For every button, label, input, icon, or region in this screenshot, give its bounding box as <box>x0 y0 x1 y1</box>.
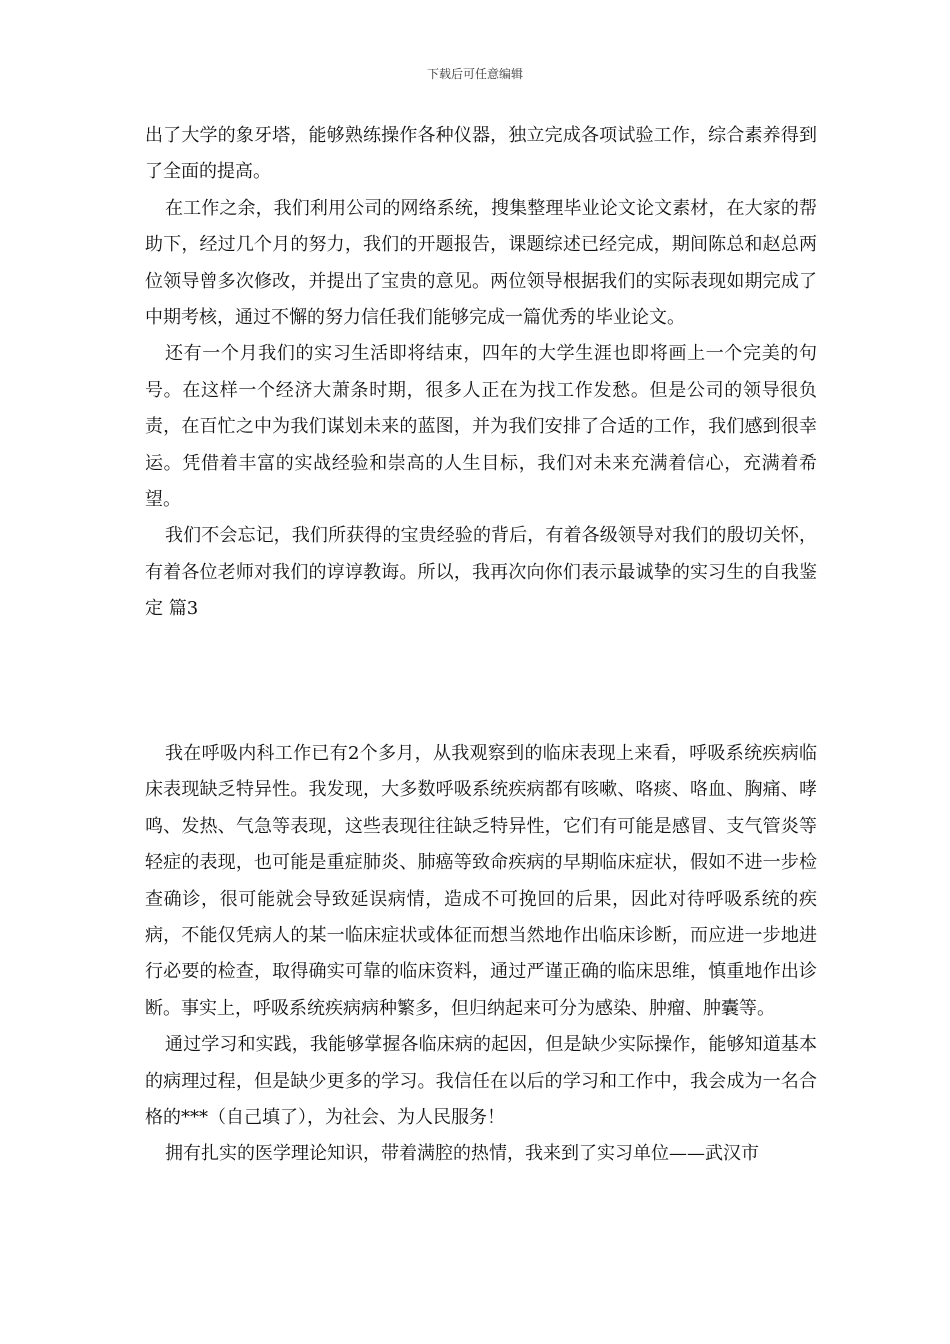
paragraph-respiratory-dept: 我在呼吸内科工作已有2个多月，从我观察到的临床表现上来看，呼吸系统疾病临床表现缺乏特异性。我发现，大多数呼吸系统疾病都有咳嗽、咯痰、咯血、胸痛、哮鸣、发热、气急等表现，这些表现往往缺乏特异性，它们有可能是感冒、支气管炎等轻症的表现，也可能是重症肺炎、肺癌等致命疾病的早期临床症状，假如不进一步检查确诊，很可能就会导致延误病情，造成不可挽回的后果，因此对待呼吸系统的疾病，不能仅凭病人的某一临床症状或体征而想当然地作出临床诊断，而应进一步地进行必要的检查，取得确实可靠的临床资料，通过严谨正确的临床思维，慎重地作出诊断。事实上，呼吸系统疾病病种繁多，但归纳起来可分为感染、肿瘤、肿囊等。 <box>145 743 817 1019</box>
text-block-continued <box>145 118 817 628</box>
paragraph-thesis-work: 在工作之余，我们利用公司的网络系统，搜集整理毕业论文论文素材，在大家的帮助下，经过几个月的努力，我们的开题报告，课题综述已经完成，期间陈总和赵总两位领导曾多次修改，并提出了宝贵的意见。两位领导根据我们的实际表现如期完成了中期考核，通过不懈的努力信任我们能够完成一篇优秀的毕业论文。 <box>145 197 817 329</box>
paragraph-learning-practice: 通过学习和实践，我能够掌握各临床病的起因，但是缺少实际操作，能够知道基本的病理过程，但是缺少更多的学习。我信任在以后的学习和工作中，我会成为一名合格的***（自己填了），为社会、为人民服务！ <box>145 1034 817 1129</box>
paragraph-internship-ending: 还有一个月我们的实习生活即将结束，四年的大学生涯也即将画上一个完美的句号。在这样一个经济大萧条时期，很多人正在为找工作发愁。但是公司的领导很负责，在百忙之中为我们谋划未来的蓝图，并为我们安排了合适的工作，我们感到很幸运。凭借着丰富的实战经验和崇高的人生目标，我们对未来充满着信心，充满着希望。 <box>145 343 817 511</box>
text-block-part-3 <box>145 736 817 1173</box>
page-header-note: 下载后可任意编辑 <box>426 67 523 81</box>
paragraph-continuation: 出了大学的象牙塔，能够熟练操作各种仪器，独立完成各项试验工作，综合素养得到了全面的提高。 <box>145 125 817 183</box>
paragraph-gratitude: 我们不会忘记，我们所获得的宝贵经验的背后，有着各级领导对我们的殷切关怀，有着各位老师对我们的谆谆教诲。所以，我再次向你们表示最诚挚的实习生的自我鉴定 篇3 <box>145 525 817 620</box>
paragraph-internship-unit: 拥有扎实的医学理论知识，带着满腔的热情，我来到了实习单位——武汉市 <box>165 1143 759 1165</box>
